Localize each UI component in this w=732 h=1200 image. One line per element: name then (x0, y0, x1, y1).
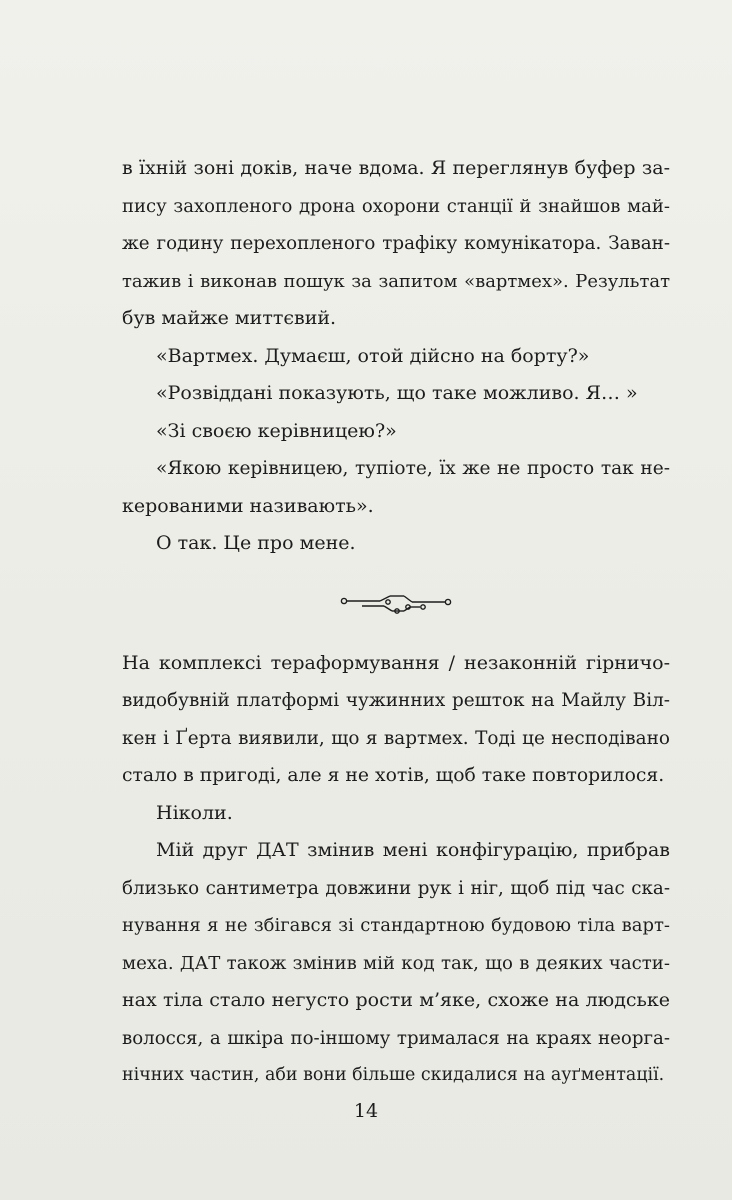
text-line: Мій друг ДАТ змінив мені конфігурацію, прибрав (156, 839, 670, 861)
text-line: стало в пригоді, але я не хотів, щоб таке повторилося. (122, 765, 665, 786)
dialogue-line: «Розвіддані показують, що таке можливо. Я… » (156, 382, 638, 404)
text-line: був майже миттєвий. (122, 307, 337, 329)
dialogue-line: керованими називають». (122, 494, 374, 517)
paragraph-intro (122, 150, 670, 338)
text-line: видобувній платформі чужинних решток на Майлу Віл- (122, 690, 670, 711)
text-line: нування я не збігався зі стандартною будовою тіла варт- (122, 915, 670, 936)
page-body (122, 150, 670, 1095)
text-line: нах тіла стало негусто рости м’яке, схоже на людське (122, 989, 670, 1011)
dialogue-block (122, 338, 670, 526)
text-line-never: Ніколи. (156, 801, 233, 824)
text-line: На комплексі тераформування / незаконній гірничо- (122, 651, 670, 674)
text-line: близько сантиметра довжини рук і ніг, щоб під час ска- (122, 877, 670, 899)
text-line: меха. ДАТ також змінив мій код так, що в деяких части- (122, 952, 670, 974)
text-line: нічних частин, аби вони більше скидалися на ауґментації. (122, 1065, 665, 1085)
section-divider (122, 565, 670, 643)
text-line: же годину перехопленого трафіку комунікатора. Заван- (122, 233, 670, 254)
dialogue-line: «Якою керівницею, тупіоте, їх же не просто так не- (156, 458, 670, 479)
dialogue-line: «Зі своєю керівницею?» (156, 419, 397, 442)
paragraph-terraforming (122, 645, 670, 795)
circuit-ornament-icon (340, 592, 452, 616)
text-line: пису захопленого дрона охорони станції й знайшов май- (122, 195, 670, 217)
text-line: в їхній зоні доків, наче вдома. Я переглянув буфер за- (122, 157, 670, 179)
text-line: волосся, а шкіра по-іншому трималася на краях неорга- (122, 1027, 670, 1049)
dialogue-line: «Вартмех. Думаєш, отой дійсно на борту?» (156, 344, 590, 367)
paragraph-dat (122, 832, 670, 1095)
page-number: 14 (353, 1100, 379, 1122)
text-line: кен і Ґерта виявили, що я вартмех. Тоді це несподівано (122, 727, 670, 749)
closing-line: О так. Це про мене. (156, 532, 356, 554)
text-line: тажив і виконав пошук за запитом «вартмех». Результат (122, 270, 670, 292)
